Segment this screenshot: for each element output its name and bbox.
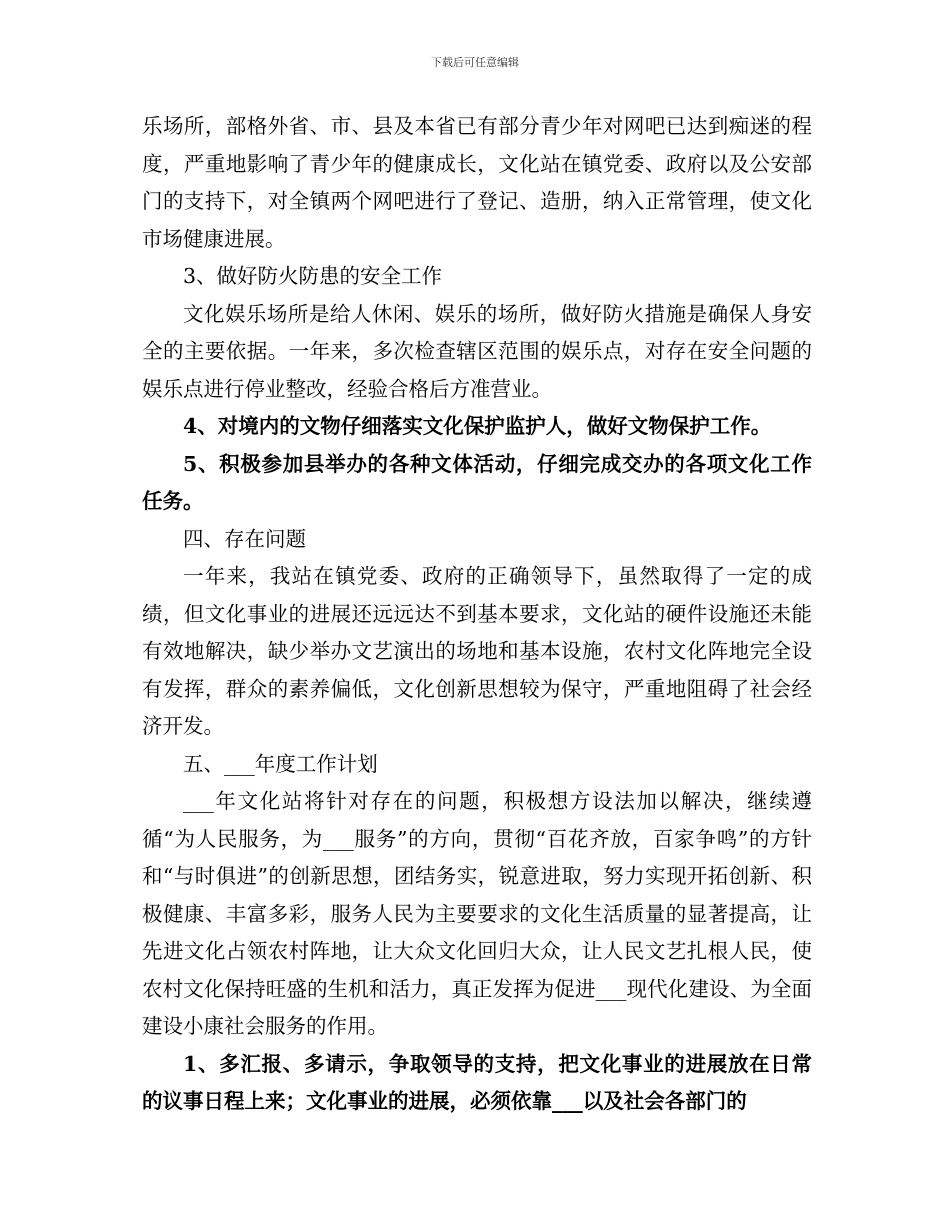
paragraph-cultural-relics: 4、对境内的文物仔细落实文化保护监护人，做好文物保护工作。 [183,414,772,438]
paragraph-annual-plan: ___年文化站将针对存在的问题，积极想方设法加以解决，继续遵循“为人民服务，为___服务”的方向，贯彻“百花齐放，百家争鸣”的方针和“与时俱进”的创新思想，团结务实，锐意进取，努力实现开拓创新、积极健康、丰富多彩，服务人民为主要要求的文化生活质量的显著提高，让先进文化占领农村阵地，让大众文化回归大众，让人民文艺扎根人民，使农村文化保持旺盛的生机和活力，真正发挥为促进___现代化建设、为全面建设小康社会服务的作用。 [142,789,812,1038]
paragraph-county-activities: 5、积极参加县举办的各种文体活动，仔细完成交办的各项文化工作任务。 [142,451,812,513]
paragraph-plan-item-1: 1、多汇报、多请示，争取领导的支持，把文化事业的进展放在日常的议事日程上来；文化事业的进展，必须依靠___以及社会各部门的 [142,1051,812,1113]
heading-existing-problems: 四、存在问题 [183,526,306,551]
heading-fire-safety: 3、做好防火防患的安全工作 [183,264,443,288]
page-header: 下载后可任意编辑 [431,56,519,69]
paragraph-existing-problems: 一年来，我站在镇党委、政府的正确领导下，虽然取得了一定的成绩，但文化事业的进展还远远达不到基本要求，文化站的硬件设施还未能有效地解决，缺少举办文艺演出的场地和基本设施，农村文化阵地完全设有发挥，群众的素养偏低，文化创新思想较为保守，严重地阻碍了社会经济开发。 [142,564,812,738]
paragraph-fire-safety: 文化娱乐场所是给人休闲、娱乐的场所，做好防火措施是确保人身安全的主要依据。一年来，多次检查辖区范围的娱乐点，对存在安全问题的娱乐点进行停业整改，经验合格后方准营业。 [142,301,812,401]
document-body [142,108,812,1121]
heading-annual-plan: 五、___年度工作计划 [183,751,378,776]
paragraph-internet-cafe: 乐场所，部格外省、市、县及本省已有部分青少年对网吧已达到痴迷的程度，严重地影响了青少年的健康成长，文化站在镇党委、政府以及公安部门的支持下，对全镇两个网吧进行了登记、造册，纳入正常管理，使文化市场健康进展。 [142,114,812,251]
